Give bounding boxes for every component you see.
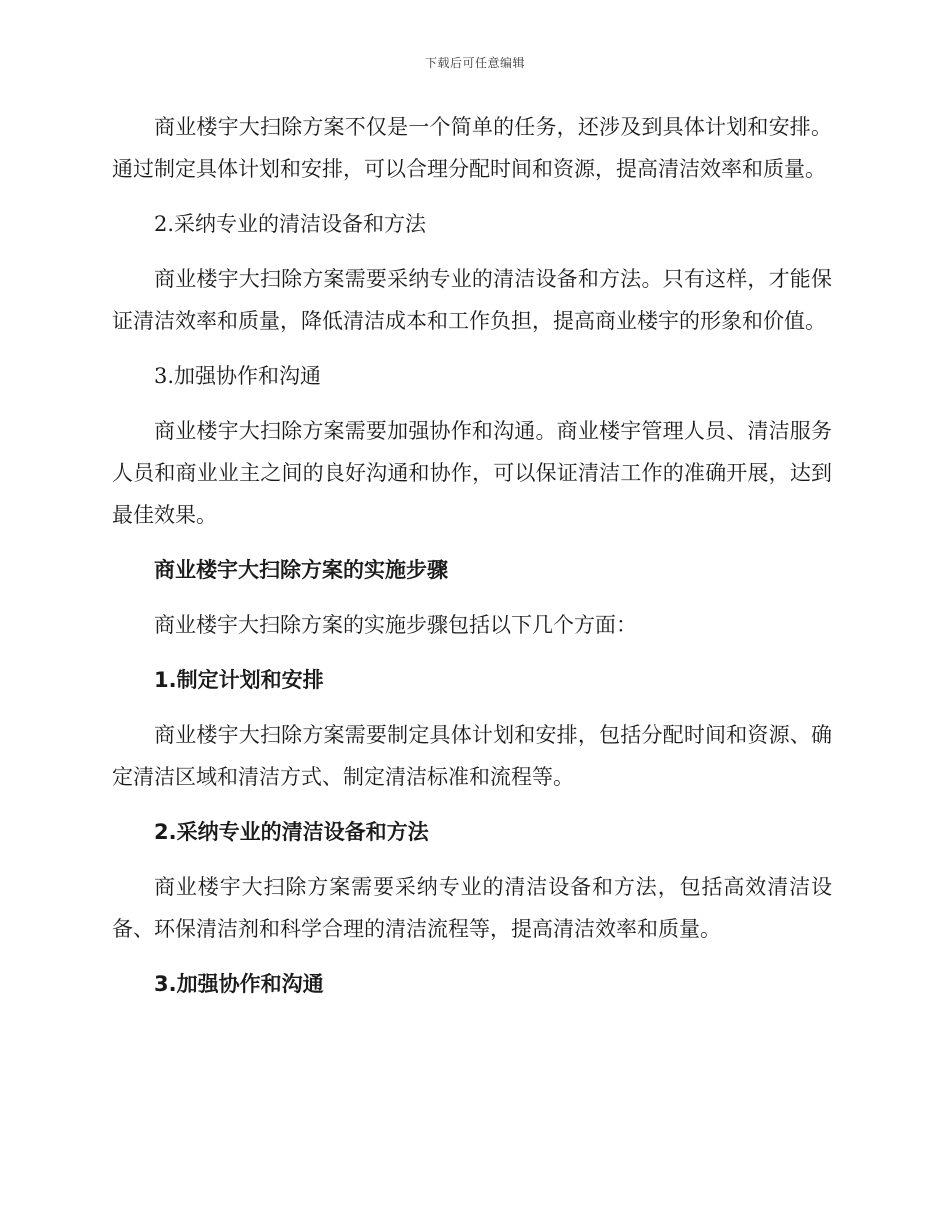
- step-1-title: 1.制定计划和安排: [154, 668, 324, 692]
- paragraph-equipment: 商业楼宇大扫除方案需要采纳专业的清洁设备和方法。只有这样，才能保证清洁效率和质量，降低清洁成本和工作负担，提高商业楼宇的形象和价值。: [112, 267, 832, 333]
- document-body: [112, 106, 832, 1018]
- paragraph-planning: 商业楼宇大扫除方案不仅是一个简单的任务，还涉及到具体计划和安排。通过制定具体计划和安排，可以合理分配时间和资源，提高清洁效率和质量。: [112, 115, 832, 181]
- paragraph-cooperation: 商业楼宇大扫除方案需要加强协作和沟通。商业楼宇管理人员、清洁服务人员和商业业主之间的良好沟通和协作，可以保证清洁工作的准确开展，达到最佳效果。: [112, 419, 832, 527]
- step-1-text: 商业楼宇大扫除方案需要制定具体计划和安排，包括分配时间和资源、确定清洁区域和清洁方式、制定清洁标准和流程等。: [112, 723, 832, 789]
- step-2-text: 商业楼宇大扫除方案需要采纳专业的清洁设备和方法，包括高效清洁设备、环保清洁剂和科学合理的清洁流程等，提高清洁效率和质量。: [112, 875, 832, 941]
- subheading-equipment: 2.采纳专业的清洁设备和方法: [154, 212, 427, 236]
- subheading-cooperation: 3.加强协作和沟通: [154, 364, 322, 388]
- step-3-title: 3.加强协作和沟通: [154, 972, 324, 996]
- step-2-title: 2.采纳专业的清洁设备和方法: [154, 820, 429, 844]
- section-intro: 商业楼宇大扫除方案的实施步骤包括以下几个方面：: [154, 613, 637, 637]
- page-header: 下载后可任意编辑: [424, 56, 525, 70]
- section-title: 商业楼宇大扫除方案的实施步骤: [154, 558, 448, 582]
